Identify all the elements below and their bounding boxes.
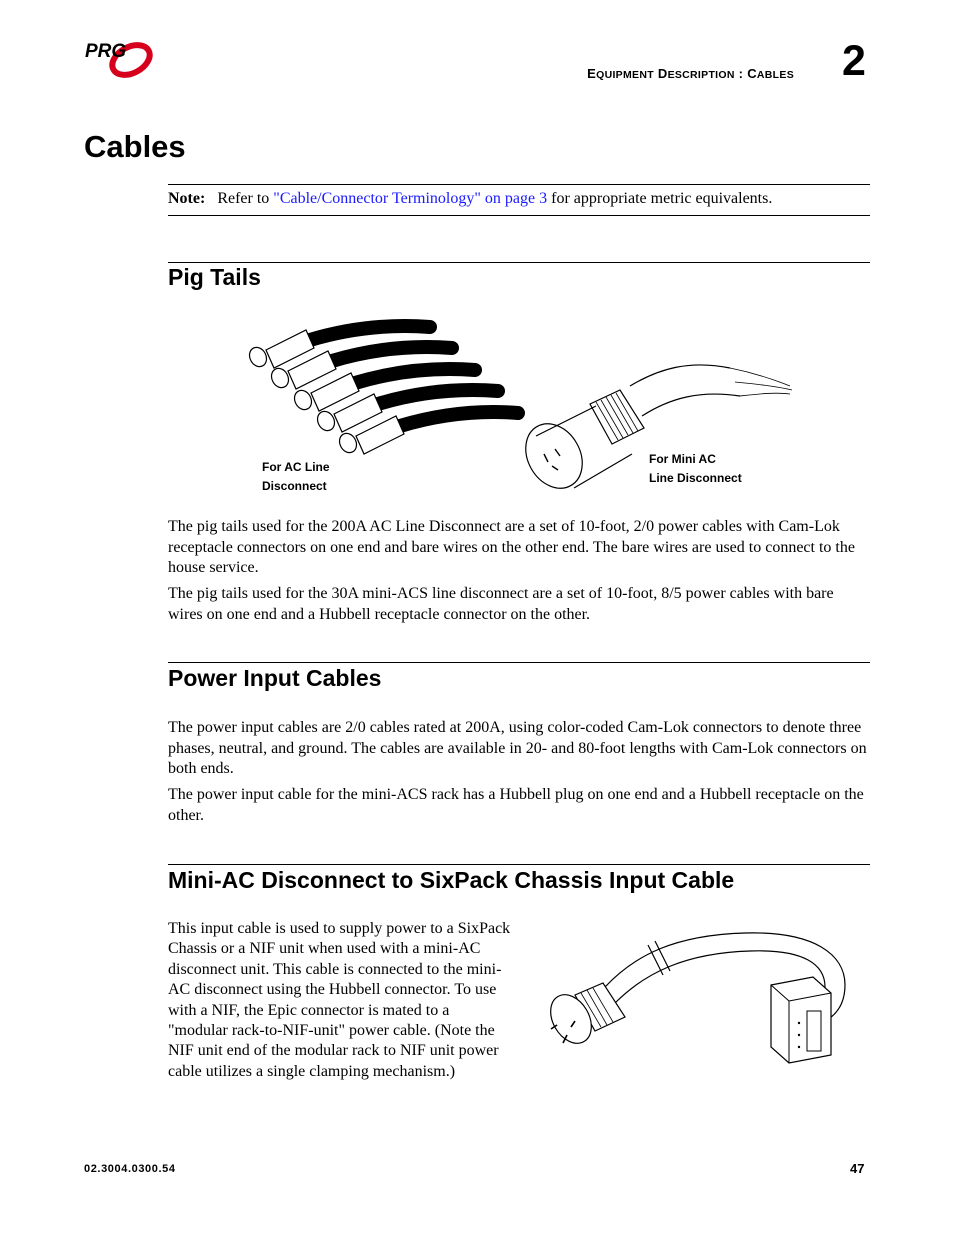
text-line: AC disconnect using the Hubbell connector. To use <box>168 981 497 999</box>
sixpack-input-cable-illustration <box>545 925 870 1070</box>
section-rule <box>168 864 870 865</box>
cam-lok-pig-tails-image <box>246 326 518 456</box>
text-line: Chassis or a NIF unit when used with a mini-AC <box>168 940 481 958</box>
text-line: with a NIF, the Epic connector is mated to a <box>168 1001 450 1019</box>
header-word: CABLES <box>747 66 794 81</box>
caption-line: Disconnect <box>262 479 327 493</box>
caption-ac-line-disconnect <box>262 458 330 496</box>
section-heading-mini-ac-disconnect: Mini-AC Disconnect to SixPack Chassis Input Cable <box>168 867 735 893</box>
mini-ac-description <box>168 919 538 1082</box>
header-word: EQUIPMENT <box>587 66 654 81</box>
paragraph: The power input cables are 2/0 cables rated at 200A, using color-coded Cam-Lok connectors to denote three phases, neutral, and ground. The cables are available in 20- and 80-foot lengths with Cam-Lok connectors on both ends. <box>168 719 867 777</box>
header-word: DESCRIPTION <box>657 66 735 81</box>
page-title: Cables <box>84 129 186 164</box>
header-separator: : <box>734 66 748 81</box>
section-heading-pig-tails: Pig Tails <box>168 264 261 290</box>
note-top-rule <box>168 184 870 185</box>
note-label: Note: <box>168 190 206 207</box>
text-line: disconnect unit. This cable is connected to the mini- <box>168 960 502 978</box>
paragraph: The pig tails used for the 200A AC Line Disconnect are a set of 10-foot, 2/0 power cables with Cam-Lok receptacle connectors on one end and bare wires on the other end. The bare wires are used to connect to the house service. <box>168 518 855 576</box>
note-suffix: for appropriate metric equivalents. <box>551 190 773 207</box>
chapter-number: 2 <box>842 37 866 85</box>
text-line: NIF unit end of the modular rack to NIF unit power <box>168 1042 499 1060</box>
cross-reference-link[interactable]: "Cable/Connector Terminology" on page 3 <box>273 190 548 207</box>
caption-mini-ac-line-disconnect <box>649 450 742 488</box>
text-line: This input cable is used to supply power to a SixPack <box>168 920 511 937</box>
section-heading-power-input-cables: Power Input Cables <box>168 665 382 691</box>
text-line: cable utilizes a single clamping mechanism.) <box>168 1062 456 1080</box>
text-line: "modular rack-to-NIF-unit" power cable. (Note the <box>168 1022 495 1040</box>
paragraph: The pig tails used for the 30A mini-ACS line disconnect are a set of 10-foot, 8/5 power cables with bare wires on one end and a Hubbell receptacle connector on the other. <box>168 585 834 623</box>
caption-line: Line Disconnect <box>649 471 742 485</box>
caption-line: For Mini AC <box>649 452 716 466</box>
caption-line: For AC Line <box>262 460 330 474</box>
note-bottom-rule <box>168 215 870 216</box>
section-rule <box>168 262 870 263</box>
logo-wordmark: PRG <box>85 41 127 62</box>
running-header <box>587 66 794 81</box>
paragraph: The power input cable for the mini-ACS rack has a Hubbell plug on one end and a Hubbell receptacle on the other. <box>168 786 864 824</box>
prg-logo <box>84 38 160 80</box>
section-rule <box>168 662 870 663</box>
document-number: 02.3004.0300.54 <box>84 1163 176 1175</box>
page-number: 47 <box>850 1161 865 1176</box>
note-prefix: Refer to <box>217 190 270 207</box>
note <box>168 189 772 209</box>
